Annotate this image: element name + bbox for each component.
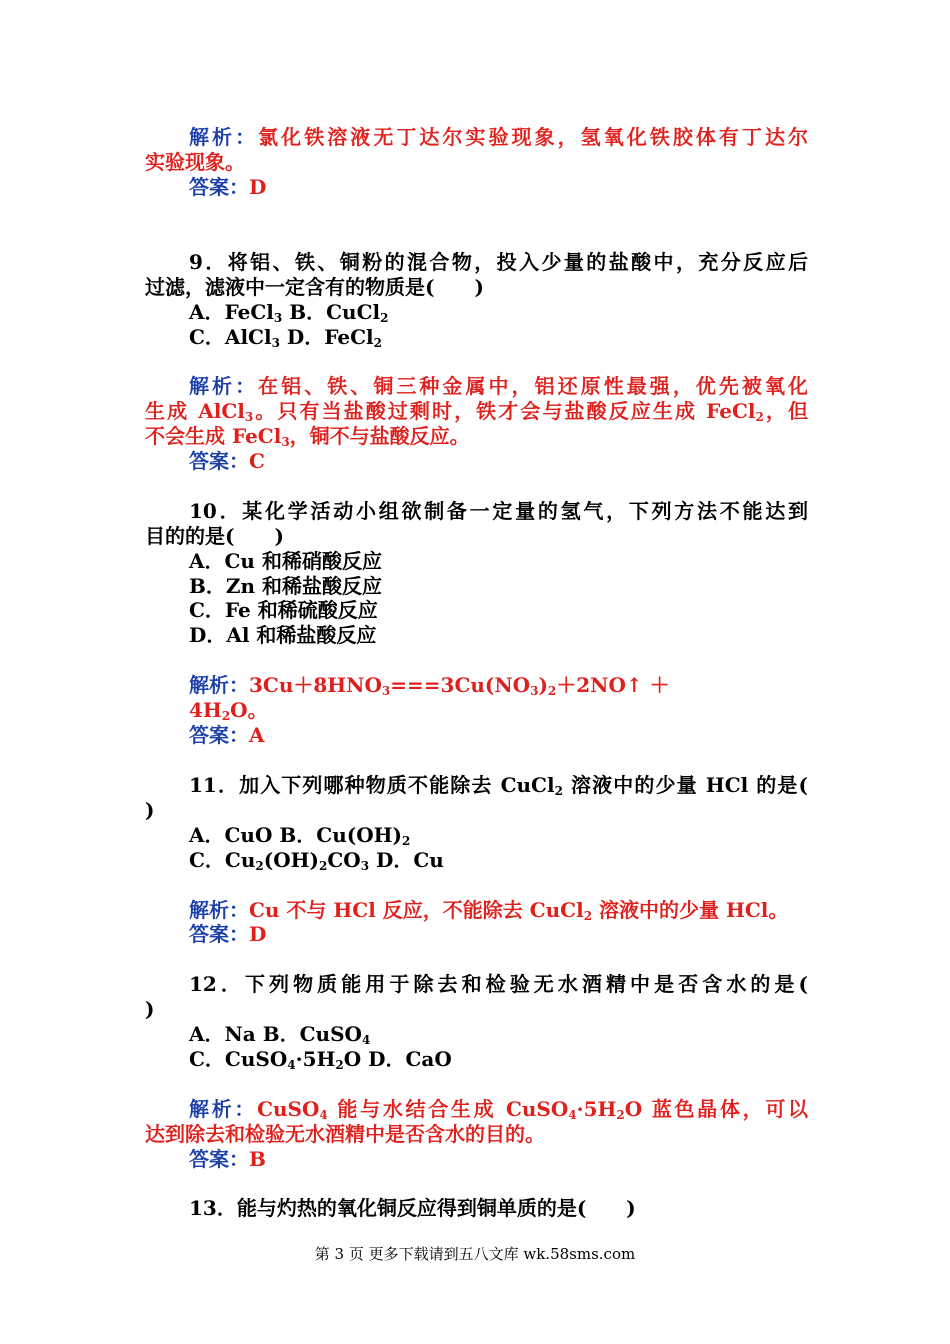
q9-options-cd: C．AlCl$_3$ D．FeCl$_2$ [189, 325, 382, 350]
page-footer: 第 3 页 更多下载请到五八文库 wk.58sms.com [314, 1245, 636, 1263]
q9-stem-line1: 9．将铝、铁、铜粉的混合物，投入少量的盐酸中，充分反应后 [189, 250, 808, 274]
q12-explanation-line1: 解析：CuSO$_4$ 能与水结合生成 $CuSO_4\cdot 5H_2O$ 蓝色晶体，可以 [189, 1097, 809, 1122]
q11-stem-line1: 11．加入下列哪种物质不能除去 CuCl$_2$ 溶液中的少量 HCl 的是( [189, 773, 808, 798]
q9-options-ab: A．FeCl$_3$ B．CuCl$_2$ [189, 300, 389, 325]
q12-stem-line2: ) [145, 997, 155, 1021]
q9-explanation-line1: 解析：在铝、铁、铜三种金属中，铝还原性最强，优先被氧化 [189, 374, 809, 398]
q12-explanation-line2: 达到除去和检验无水酒精中是否含水的目的。 [145, 1122, 545, 1146]
q12-answer: 答案：B [189, 1147, 266, 1171]
q11-options-cd: C．$Cu_2(OH)_2CO_3$ D．Cu [189, 848, 444, 873]
q10-option-b: B．Zn 和稀盐酸反应 [189, 574, 383, 598]
q13-stem: 13．能与灼热的氧化铜反应得到铜单质的是( ) [189, 1196, 636, 1220]
q9-explanation-line2: 生成 AlCl$_3$。只有当盐酸过剩时，铁才会与盐酸反应生成 FeCl$_2$，但 [145, 399, 809, 424]
q11-stem-line2: ) [145, 798, 155, 822]
q10-option-a: A．Cu 和稀硝酸反应 [189, 549, 382, 573]
q10-explanation-line2: $4H_2O$。 [189, 698, 268, 723]
q10-explanation-line1: 解析：$3Cu+8HNO_3===3Cu(NO_3)_2+2NO↑$ ＋ [189, 673, 670, 698]
q8-answer: 答案：D [189, 175, 267, 199]
q11-answer: 答案：D [189, 922, 267, 946]
q9-stem-line2: 过滤，滤液中一定含有的物质是( ) [145, 275, 484, 299]
explanation-label: 解析： [189, 125, 259, 149]
q9-answer: 答案：C [189, 449, 265, 473]
q10-option-d: D．Al 和稀盐酸反应 [189, 623, 377, 647]
q8-explanation-line1: 解析：氯化铁溶液无丁达尔实验现象，氢氧化铁胶体有丁达尔 [189, 125, 809, 149]
q9-explanation-line3: 不会生成 FeCl$_3$，铜不与盐酸反应。 [145, 424, 470, 449]
q12-options-cd: C．$CuSO_4\cdot 5H_2O$ D．CaO [189, 1047, 452, 1072]
q10-answer: 答案：A [189, 723, 265, 747]
q10-stem-line2: 目的的是( ) [145, 524, 284, 548]
q10-option-c: C．Fe 和稀硫酸反应 [189, 598, 378, 622]
q12-options-ab: A．Na B．CuSO$_4$ [189, 1022, 371, 1047]
q11-explanation: 解析：Cu 不与 HCl 反应，不能除去 CuCl$_2$ 溶液中的少量 HCl。 [189, 898, 789, 923]
q8-explanation-line2: 实验现象。 [145, 150, 245, 174]
q12-stem-line1: 12．下列物质能用于除去和检验无水酒精中是否含水的是( [189, 972, 808, 996]
q11-options-ab: A．CuO B．$Cu(OH)_2$ [189, 823, 411, 848]
q10-stem-line1: 10．某化学活动小组欲制备一定量的氢气，下列方法不能达到 [189, 499, 808, 523]
